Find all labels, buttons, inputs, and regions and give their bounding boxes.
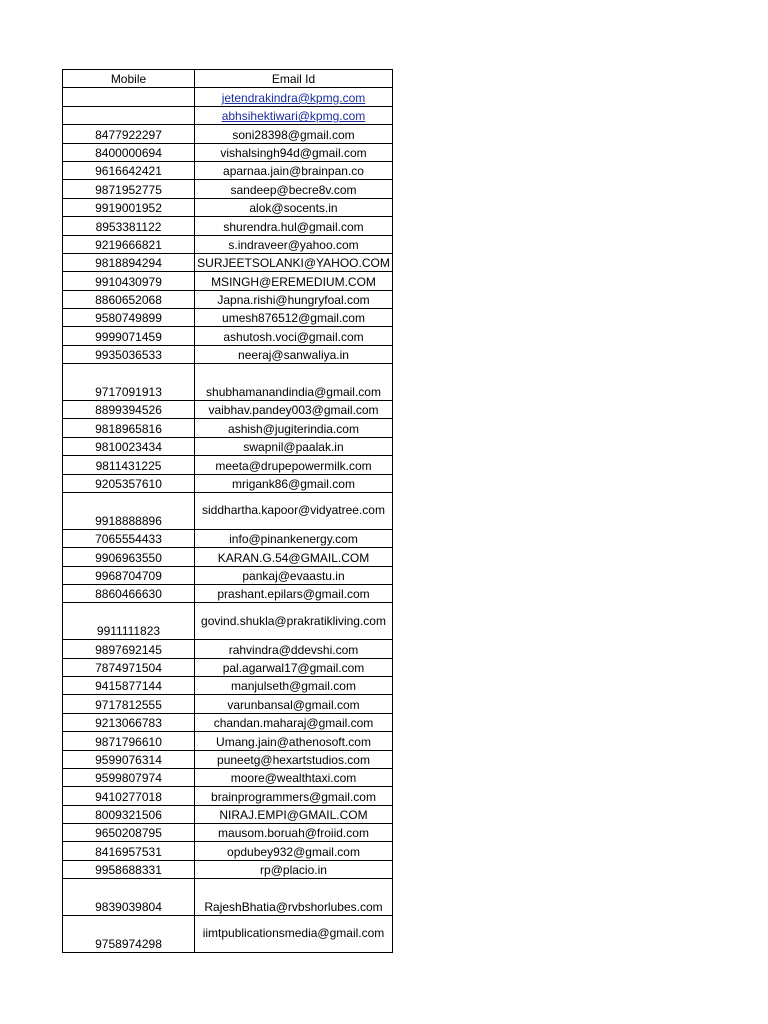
email-cell: rahvindra@ddevshi.com: [195, 640, 393, 658]
mobile-cell: 9958688331: [63, 860, 195, 878]
email-link[interactable]: jetendrakindra@kpmg.com: [221, 90, 366, 105]
email-cell: brainprogrammers@gmail.com: [195, 787, 393, 805]
email-cell: SURJEETSOLANKI@YAHOO.COM: [195, 253, 393, 271]
email-cell: moore@wealthtaxi.com: [195, 768, 393, 786]
table-row: [63, 732, 393, 750]
mobile-cell: 9818894294: [63, 253, 195, 271]
email-cell: siddhartha.kapoor@vidyatree.com: [195, 493, 393, 530]
table-row: [63, 106, 393, 124]
mobile-cell: 8953381122: [63, 217, 195, 235]
email-cell: opdubey932@gmail.com: [195, 842, 393, 860]
mobile-cell: 9205357610: [63, 474, 195, 492]
email-cell: [195, 106, 393, 124]
table-row: [63, 658, 393, 676]
table-row: [63, 290, 393, 308]
mobile-cell: 8400000694: [63, 143, 195, 161]
table-row: [63, 584, 393, 602]
table-row: [63, 860, 393, 878]
table-row: [63, 161, 393, 179]
mobile-column-header: Mobile: [63, 70, 195, 88]
email-cell: neeraj@sanwaliya.in: [195, 345, 393, 363]
table-row: [63, 695, 393, 713]
mobile-cell: 9910430979: [63, 272, 195, 290]
table-row: [63, 750, 393, 768]
mobile-cell: 9599076314: [63, 750, 195, 768]
email-cell: s.indraveer@yahoo.com: [195, 235, 393, 253]
email-cell: NIRAJ.EMPI@GMAIL.COM: [195, 805, 393, 823]
contact-sheet: [62, 69, 393, 953]
table-row: [63, 529, 393, 547]
table-row: [63, 309, 393, 327]
email-cell: prashant.epilars@gmail.com: [195, 584, 393, 602]
mobile-cell: 8860466630: [63, 584, 195, 602]
email-cell: umesh876512@gmail.com: [195, 309, 393, 327]
table-row: [63, 253, 393, 271]
table-row: [63, 345, 393, 363]
email-cell: govind.shukla@prakratikliving.com: [195, 603, 393, 640]
email-cell: shubhamanandindia@gmail.com: [195, 364, 393, 401]
table-row: [63, 143, 393, 161]
mobile-cell: 9839039804: [63, 879, 195, 916]
table-row: [63, 916, 393, 953]
table-row: [63, 603, 393, 640]
table-row: [63, 419, 393, 437]
table-row: [63, 272, 393, 290]
email-cell: KARAN.G.54@GMAIL.COM: [195, 548, 393, 566]
mobile-cell: 9580749899: [63, 309, 195, 327]
mobile-cell: 9999071459: [63, 327, 195, 345]
table-row: [63, 125, 393, 143]
table-row: [63, 493, 393, 530]
email-cell: varunbansal@gmail.com: [195, 695, 393, 713]
mobile-cell: 9219666821: [63, 235, 195, 253]
mobile-cell: 9918888896: [63, 493, 195, 530]
mobile-cell: 9911111823: [63, 603, 195, 640]
mobile-cell: 9616642421: [63, 161, 195, 179]
email-cell: soni28398@gmail.com: [195, 125, 393, 143]
header-row: [63, 70, 393, 88]
table-row: [63, 364, 393, 401]
email-cell: mrigank86@gmail.com: [195, 474, 393, 492]
table-row: [63, 456, 393, 474]
mobile-cell: 8009321506: [63, 805, 195, 823]
table-row: [63, 88, 393, 106]
mobile-cell: 7065554433: [63, 529, 195, 547]
mobile-cell: 8477922297: [63, 125, 195, 143]
mobile-cell: 9810023434: [63, 437, 195, 455]
table-row: [63, 180, 393, 198]
email-cell: rp@placio.in: [195, 860, 393, 878]
table-row: [63, 842, 393, 860]
mobile-cell: 9650208795: [63, 824, 195, 842]
mobile-cell: [63, 88, 195, 106]
mobile-cell: 9415877144: [63, 676, 195, 694]
table-row: [63, 437, 393, 455]
email-cell: RajeshBhatia@rvbshorlubes.com: [195, 879, 393, 916]
table-row: [63, 768, 393, 786]
email-column-header: Email Id: [195, 70, 393, 88]
mobile-cell: 9919001952: [63, 198, 195, 216]
mobile-cell: 9758974298: [63, 916, 195, 953]
email-cell: pankaj@evaastu.in: [195, 566, 393, 584]
mobile-cell: 9935036533: [63, 345, 195, 363]
email-link[interactable]: abhsihektiwari@kpmg.com: [221, 109, 366, 124]
table-row: [63, 474, 393, 492]
mobile-cell: 9968704709: [63, 566, 195, 584]
mobile-cell: 9410277018: [63, 787, 195, 805]
table-row: [63, 217, 393, 235]
email-cell: Umang.jain@athenosoft.com: [195, 732, 393, 750]
table-row: [63, 805, 393, 823]
table-row: [63, 879, 393, 916]
mobile-cell: 8416957531: [63, 842, 195, 860]
table-body: [63, 88, 393, 952]
email-cell: vaibhav.pandey003@gmail.com: [195, 401, 393, 419]
email-cell: shurendra.hul@gmail.com: [195, 217, 393, 235]
email-cell: iimtpublicationsmedia@gmail.com: [195, 916, 393, 953]
table-row: [63, 713, 393, 731]
email-cell: MSINGH@EREMEDIUM.COM: [195, 272, 393, 290]
email-cell: meeta@drupepowermilk.com: [195, 456, 393, 474]
mobile-cell: 7874971504: [63, 658, 195, 676]
email-cell: sandeep@becre8v.com: [195, 180, 393, 198]
table-row: [63, 640, 393, 658]
email-cell: vishalsingh94d@gmail.com: [195, 143, 393, 161]
mobile-cell: 8860652068: [63, 290, 195, 308]
mobile-cell: 9717812555: [63, 695, 195, 713]
table-row: [63, 198, 393, 216]
email-cell: manjulseth@gmail.com: [195, 676, 393, 694]
email-cell: aparnaa.jain@brainpan.co: [195, 161, 393, 179]
email-cell: ashutosh.voci@gmail.com: [195, 327, 393, 345]
email-cell: ashish@jugiterindia.com: [195, 419, 393, 437]
table-row: [63, 548, 393, 566]
email-cell: info@pinankenergy.com: [195, 529, 393, 547]
mobile-cell: 9818965816: [63, 419, 195, 437]
table-row: [63, 787, 393, 805]
mobile-cell: 9906963550: [63, 548, 195, 566]
email-cell: swapnil@paalak.in: [195, 437, 393, 455]
table-row: [63, 566, 393, 584]
mobile-cell: [63, 106, 195, 124]
table-row: [63, 676, 393, 694]
email-cell: pal.agarwal17@gmail.com: [195, 658, 393, 676]
table-row: [63, 235, 393, 253]
email-cell: alok@socents.in: [195, 198, 393, 216]
mobile-cell: 9717091913: [63, 364, 195, 401]
table-row: [63, 327, 393, 345]
table-row: [63, 824, 393, 842]
mobile-cell: 9599807974: [63, 768, 195, 786]
mobile-cell: 8899394526: [63, 401, 195, 419]
mobile-cell: 9871796610: [63, 732, 195, 750]
mobile-cell: 9213066783: [63, 713, 195, 731]
contact-table: [62, 69, 393, 953]
mobile-cell: 9811431225: [63, 456, 195, 474]
email-cell: [195, 88, 393, 106]
table-row: [63, 401, 393, 419]
email-cell: chandan.maharaj@gmail.com: [195, 713, 393, 731]
email-cell: Japna.rishi@hungryfoal.com: [195, 290, 393, 308]
email-cell: puneetg@hexartstudios.com: [195, 750, 393, 768]
email-cell: mausom.boruah@froiid.com: [195, 824, 393, 842]
mobile-cell: 9897692145: [63, 640, 195, 658]
mobile-cell: 9871952775: [63, 180, 195, 198]
